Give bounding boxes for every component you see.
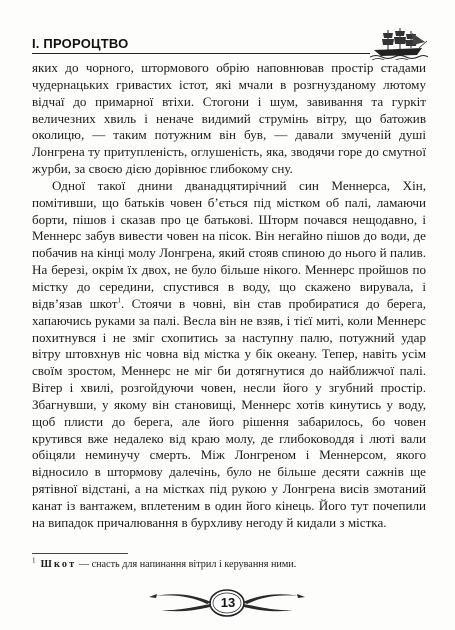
footnote-rule — [32, 553, 128, 554]
paragraph-2 — [32, 178, 426, 532]
chapter-title: І. ПРОРОЦТВО — [32, 36, 129, 51]
paragraph-1: яких до чорного, штормового обрію наповнював простір стадами чудернацьких гривастих істот, які мчали в розгнузданому лютому відчаї до примарної втіхи. Стогони і шум, завивання та гуркіт величезних хвиль і неначе видимий струмінь вітру, що батожив околицю, — таким потужним він був, — давали змученій душі Лонгрена ту притупленість, оглушеність, яка, зводячи горе до смутної журби, за своєю дією дорівнює глибокому сну. — [32, 60, 426, 177]
paragraph-2-part-b: . Стоячи в човні, він став пробиратися до берега, хапаючись руками за палі. Весла він не взяв, і тієї миті, коли Меннерс похитнувся і не зміг схопитись за наступну палю, потужний удар вітру штовхнув ніс човна від містка у бік океану. Тепер, навіть усім своїм зростом, Меннерс не міг би дотягнутися до найближчої палі. Вітер і хвилі, розгойдуючи човен, несли його у згубний простір. Збагнувши, у якому він становищі, Меннерс хотів кинутись у воду, щоб плисти до берега, але його рішення забарилось, бо човен крутився вже недалеко від краю молу, де глибоководдя і люті вали обіцяли неминучу смерть. Між Лонгреном і Меннерсом, якого відносило в штормову далечінь, було не більше десяти сажнів ще рятівної відстані, а на містках під рукою у Лонгрена висів змотаний канат із вантажем, вплетеним в один його кінець. Його тут почепили на випадок причалювання в бурхливу негоду й кидали з містка. — [32, 295, 426, 530]
page-number: 13 — [220, 595, 236, 610]
footnote — [32, 558, 426, 571]
sailing-ship-icon — [370, 26, 428, 60]
footnote-definition: — снасть для напинання вітрил і керування ними. — [76, 559, 297, 570]
footnote-reference[interactable]: 1 — [117, 296, 121, 305]
body-text — [32, 60, 426, 532]
footnote-term: Шкот — [40, 559, 77, 570]
paragraph-2-part-a: Одної такої днини дванадцятирічний син Меннерса, Хін, помітивши, що батьків човен б’ється під містком об палі, ламаючи борти, пішов і сказав про це батькові. Шторм почався нещодавно, і Меннерс забув вивести човен на пісок. Він негайно пішов до води, де побачив на кінці молу Лонгрена, який стояв спиною до нього й палив. На березі, окрім їх двох, не було більше нікого. Меннерс пройшов по містку до середини, спустився в воду, що скажено вирувала, і відв’язав шкот — [32, 177, 426, 311]
running-header — [32, 30, 427, 60]
footnote-number: 1 — [32, 556, 36, 565]
header-rule — [32, 53, 370, 54]
